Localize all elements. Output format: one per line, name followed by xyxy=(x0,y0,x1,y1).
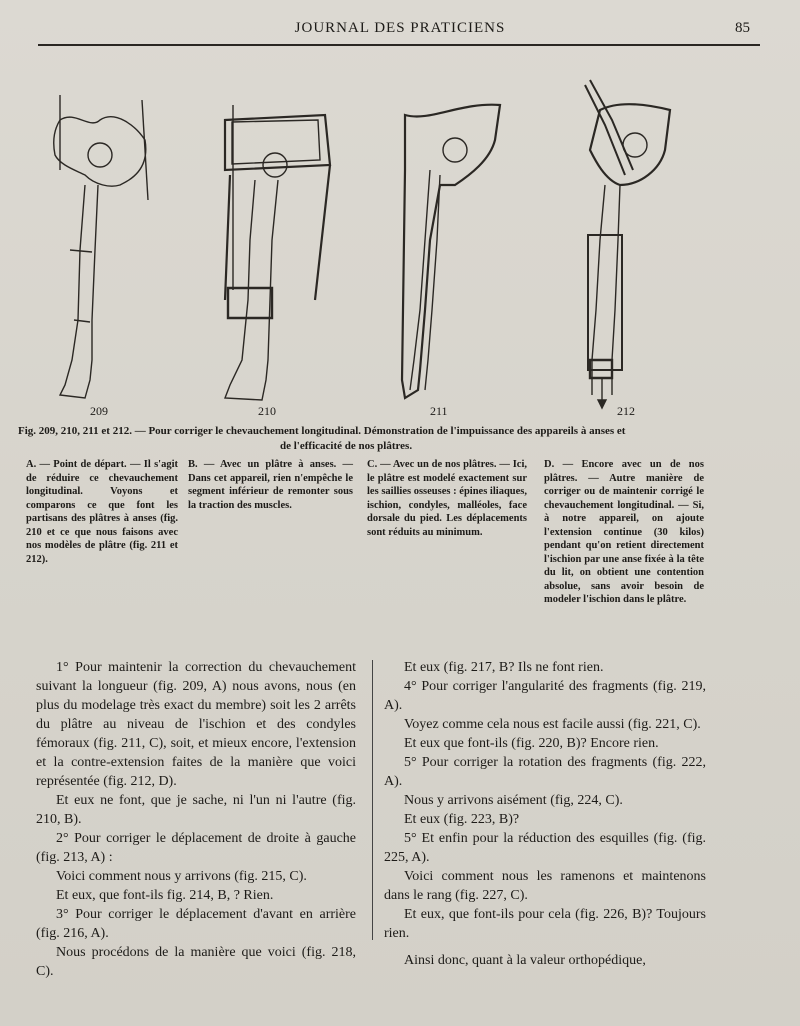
right-column xyxy=(384,658,706,970)
figure-209-drawing xyxy=(54,95,148,398)
paragraph: Nous y arrivons aisément (fig, 224, C). xyxy=(404,793,623,808)
figure-label-209: 209 xyxy=(90,404,108,418)
paragraph: Et eux (fig. 217, B? Ils ne font rien. xyxy=(404,660,604,675)
paragraph: 5° Pour corriger la rotation des fragments (fig. 222, A). xyxy=(384,755,706,789)
leg-skeleton-figures xyxy=(0,60,800,420)
legend-d: D. — Encore avec un de nos plâtres. — Autre manière de corriger ou de maintenir corrigé le chevauchement longitudinal. — Si, à notre appareil, on ajoute l'extension continue (30 kilos) pendant qu'on retient directement l'ischion par une anse fixée à la tête du lit, on obtient une contention absolue, sans avoir besoin de modeler l'ischion dans le plâtre. xyxy=(544,459,704,605)
paragraph: Et eux (fig. 223, B)? xyxy=(404,812,520,827)
journal-title: JOURNAL DES PRATICIENS xyxy=(294,20,506,36)
paragraph: 1° Pour maintenir la correction du chevauchement suivant la longueur (fig. 209, A) nous avons, nous (en plus du modelage très exact du membre) soit les 2 arrêts du plâtre au niveau de l'ischion et des condyles fémoraux (fig. 211, C), soit, et mieux encore, l'extension et la contre-extension faites de la manière que voici représentée (fig. 212, D). xyxy=(36,660,356,789)
paragraph: 3° Pour corriger le déplacement d'avant en arrière (fig. 216, A). xyxy=(36,907,356,941)
figure-label-211: 211 xyxy=(430,404,448,418)
figure-illustrations xyxy=(0,60,800,420)
figure-212-drawing xyxy=(585,80,670,408)
paragraph: 4° Pour corriger l'angularité des fragments (fig. 219, A). xyxy=(384,679,706,713)
legend-c: C. — Avec un de nos plâtres. — Ici, le plâtre est modelé exactement sur les saillies osseuses : épines iliaques, ischion, condyles, malléoles, face dorsale du pied. Les déplacements sont réduits au minimum. xyxy=(367,459,527,538)
left-column xyxy=(36,658,356,981)
legend-a: A. — Point de départ. — Il s'agit de réduire ce chevauchement longitudinal. Voyons et comparons ce que font les partisans des plâtres à anses (fig. 210 et ce que nous faisons avec nos modèles de plâtre (fig. 211 et 212). xyxy=(26,459,178,565)
figure-caption: Fig. 209, 210, 211 et 212. — Pour corriger le chevauchement longitudinal. Démonstration de l'impuissance des appareils à anses et xyxy=(18,425,626,437)
paragraph: Ainsi donc, quant à la valeur orthopédique, xyxy=(404,953,646,968)
figure-210-drawing xyxy=(225,105,330,400)
figure-label-210: 210 xyxy=(258,404,276,418)
figure-label-212: 212 xyxy=(617,404,635,418)
paragraph: 2° Pour corriger le déplacement de droite à gauche (fig. 213, A) : xyxy=(36,831,356,865)
paragraph: Voyez comme cela nous est facile aussi (fig. 221, C). xyxy=(404,717,701,732)
figure-caption-continued: de l'efficacité de nos plâtres. xyxy=(280,440,413,452)
paragraph: Voici comment nous y arrivons (fig. 215, C). xyxy=(56,869,307,884)
paragraph: Nous procédons de la manière que voici (fig. 218, C). xyxy=(36,945,356,979)
paragraph: 5° Et enfin pour la réduction des esquilles (fig. (fig. 225, A). xyxy=(384,831,706,865)
paragraph: Et eux, que font-ils fig. 214, B, ? Rien. xyxy=(56,888,274,903)
page-number: 85 xyxy=(735,20,750,36)
header-rule xyxy=(38,44,760,46)
paragraph: Voici comment nous les ramenons et maintenons dans le rang (fig. 227, C). xyxy=(384,869,706,903)
running-head xyxy=(40,18,760,42)
figure-211-drawing xyxy=(402,105,500,398)
paragraph: Et eux que font-ils (fig. 220, B)? Encore rien. xyxy=(404,736,659,751)
legend-b: B. — Avec un plâtre à anses. — Dans cet appareil, rien n'empêche le segment inférieur de remonter sous la traction des muscles. xyxy=(188,459,353,511)
paragraph: Et eux, que font-ils pour cela (fig. 226, B)? Toujours rien. xyxy=(384,907,706,941)
paragraph: Et eux ne font, que je sache, ni l'un ni l'autre (fig. 210, B). xyxy=(36,793,356,827)
column-divider xyxy=(372,660,373,940)
